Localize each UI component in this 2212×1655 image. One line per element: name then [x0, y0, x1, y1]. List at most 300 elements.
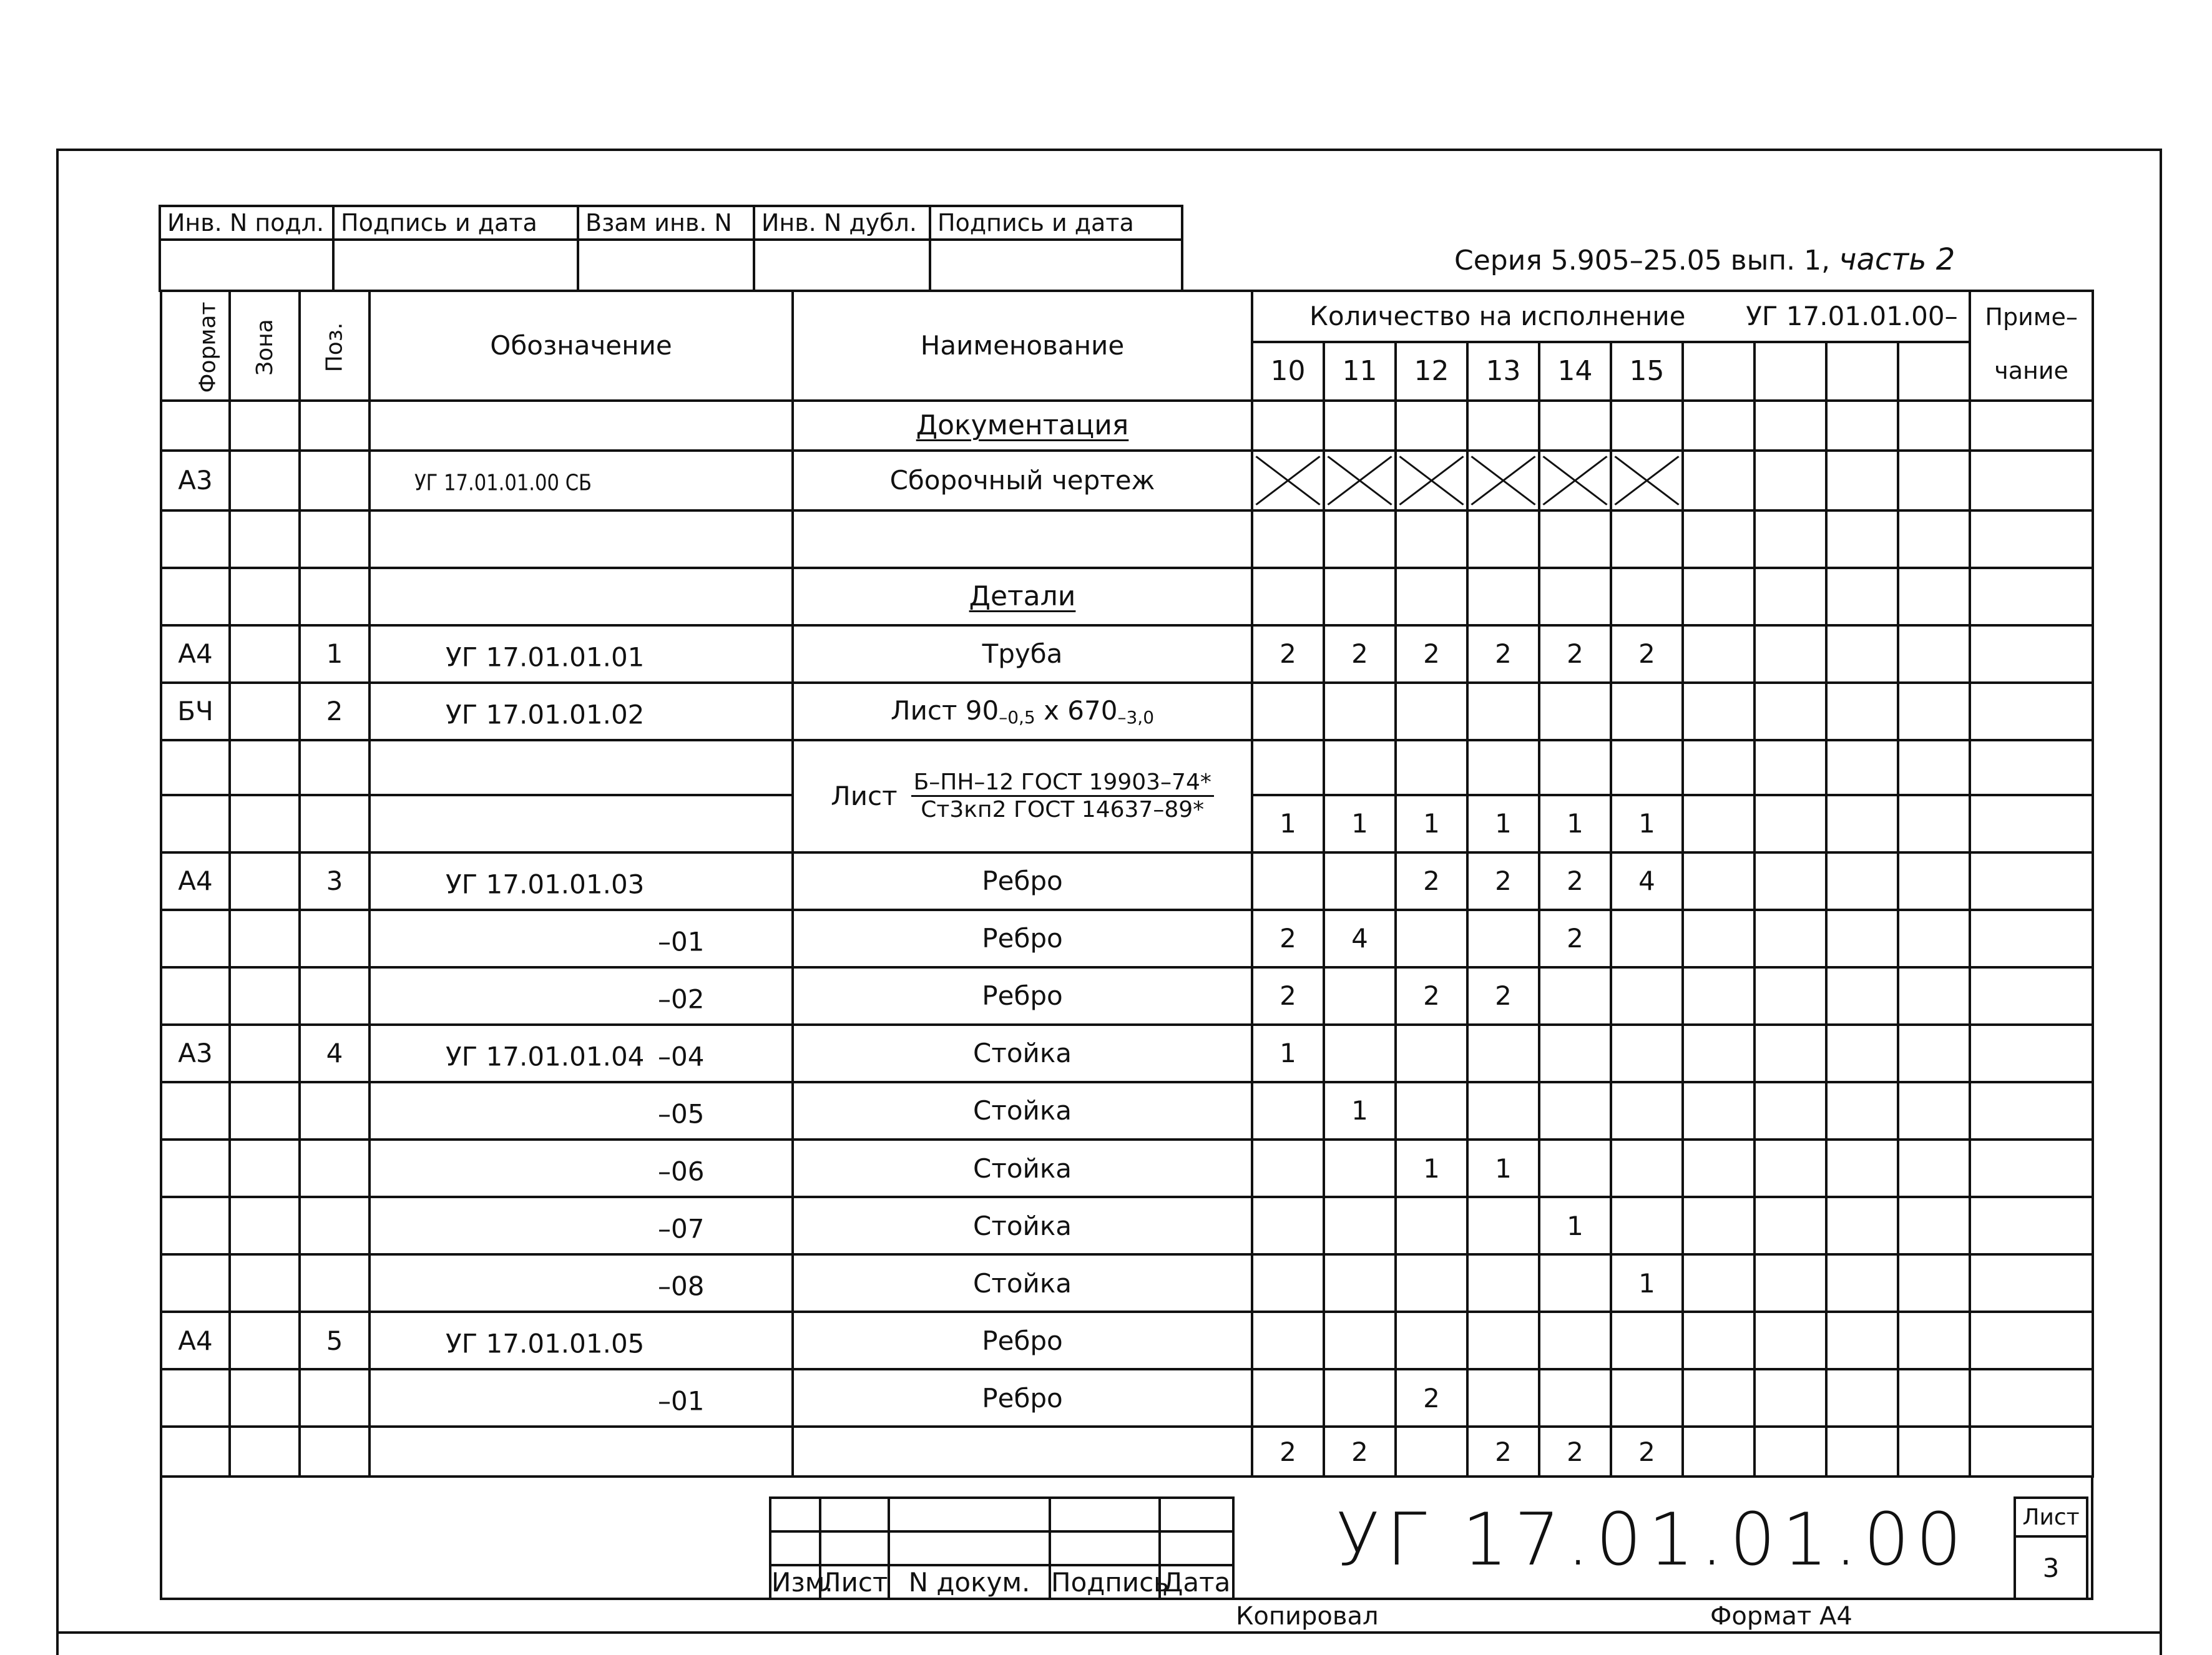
quantity-cell — [1611, 568, 1683, 625]
zone-cell — [230, 401, 300, 451]
variant-header-8 — [1826, 342, 1898, 401]
quantity-cell — [1611, 1140, 1683, 1197]
header-name: Наименование — [793, 291, 1252, 401]
quantity-cell-empty — [1898, 910, 1970, 967]
quantity-cell — [1396, 1312, 1467, 1369]
quantity-cell — [1467, 1369, 1539, 1427]
name-cell — [793, 510, 1252, 568]
format-cell — [161, 1140, 230, 1197]
quantity-cell-empty — [1826, 1082, 1898, 1140]
quantity-cell: 2 — [1396, 1369, 1467, 1427]
quantity-cell-empty — [1754, 1254, 1826, 1312]
sheet-label: Лист — [2015, 1498, 2087, 1536]
variant-header-3: 13 — [1467, 342, 1539, 401]
quantity-cell-empty — [1683, 510, 1754, 568]
sheet-bottom-line — [56, 1631, 2160, 1634]
variant-header-7 — [1754, 342, 1826, 401]
quantity-cell — [1324, 852, 1396, 910]
designation-suffix: –05 — [658, 1098, 705, 1130]
quantity-cell-empty — [1898, 1254, 1970, 1312]
name-cell: Ребро — [793, 967, 1252, 1025]
quantity-cell — [1252, 852, 1324, 910]
format-cell — [161, 795, 230, 852]
quantity-cell — [1252, 510, 1324, 568]
quantity-cell — [1539, 510, 1611, 568]
quantity-cell — [1539, 568, 1611, 625]
designation-cell — [369, 568, 793, 625]
quantity-cell — [1611, 1312, 1683, 1369]
material-fraction — [911, 769, 1214, 823]
quantity-cell — [1467, 740, 1539, 795]
quantity-cell-empty — [1826, 1369, 1898, 1427]
designation-text: УГ 17.01.01.04 — [446, 1041, 645, 1072]
quantity-cell-empty — [1898, 1427, 1970, 1477]
format-cell — [161, 1197, 230, 1254]
note-cell — [1970, 568, 2093, 625]
not-applicable-mark — [1467, 451, 1539, 510]
name-cell: Стойка — [793, 1254, 1252, 1312]
quantity-cell: 1 — [1324, 1082, 1396, 1140]
quantity-cell: 4 — [1611, 852, 1683, 910]
zone-cell — [230, 625, 300, 683]
quantity-cell-empty — [1898, 1312, 1970, 1369]
quantity-cell-empty — [1754, 1140, 1826, 1197]
rev-cell — [889, 1531, 1050, 1565]
name-cell: Стойка — [793, 1025, 1252, 1082]
quantity-cell: 1 — [1539, 795, 1611, 852]
quantity-cell-empty — [1826, 1025, 1898, 1082]
variant-header-2: 12 — [1396, 342, 1467, 401]
pos-cell — [300, 510, 369, 568]
quantity-cell-empty — [1683, 1140, 1754, 1197]
designation-cell — [369, 510, 793, 568]
material-top: Б–ПН–12 ГОСТ 19903–74* — [911, 769, 1214, 797]
quantity-cell-empty — [1826, 510, 1898, 568]
quantity-cell — [1396, 510, 1467, 568]
rev-cell — [820, 1498, 889, 1531]
quantity-cell — [1324, 510, 1396, 568]
name-cell: Документация — [793, 401, 1252, 451]
quantity-cell — [1611, 740, 1683, 795]
quantity-cell: 1 — [1539, 1197, 1611, 1254]
quantity-cell — [1611, 1025, 1683, 1082]
header-note-bottom: чание — [1970, 342, 2093, 401]
dup-inv-label: Инв. N дубл. — [754, 206, 930, 240]
quantity-cell — [1467, 1312, 1539, 1369]
signature-date-label: Подпись и дата — [333, 206, 578, 240]
quantity-cell — [1252, 1140, 1324, 1197]
quantity-cell: 2 — [1252, 910, 1324, 967]
variant-header-4: 14 — [1539, 342, 1611, 401]
quantity-cell: 2 — [1396, 852, 1467, 910]
quantity-cell — [1539, 1254, 1611, 1312]
pos-cell: 4 — [300, 1025, 369, 1082]
quantity-cell — [1539, 1025, 1611, 1082]
quantity-cell-empty — [1898, 740, 1970, 795]
variant-header-9 — [1898, 342, 1970, 401]
quantity-cell-empty — [1898, 401, 1970, 451]
quantity-cell — [1324, 1312, 1396, 1369]
quantity-cell-empty — [1754, 451, 1826, 510]
designation-text: УГ 17.01.01.02 — [446, 699, 645, 730]
pos-cell: 2 — [300, 683, 369, 740]
quantity-cell — [1252, 1197, 1324, 1254]
quantity-cell-empty — [1826, 740, 1898, 795]
format-cell: А4 — [161, 1312, 230, 1369]
zone-cell — [230, 795, 300, 852]
note-cell — [1970, 625, 2093, 683]
top-left-block — [159, 205, 1183, 292]
stamp-label-sheet: Лист — [820, 1565, 889, 1599]
header-quantity-code: УГ 17.01.01.00– — [1746, 301, 1958, 332]
note-cell — [1970, 1254, 2093, 1312]
quantity-cell — [1467, 568, 1539, 625]
stamp-label-date: Дата — [1160, 1565, 1233, 1599]
quantity-cell — [1252, 1254, 1324, 1312]
note-cell — [1970, 1427, 2093, 1477]
zone-cell — [230, 1369, 300, 1427]
pos-cell — [300, 1082, 369, 1140]
quantity-cell — [1396, 1427, 1467, 1477]
quantity-cell-empty — [1826, 568, 1898, 625]
designation-text: УГ 17.01.01.03 — [446, 869, 645, 900]
zone-cell — [230, 683, 300, 740]
designation-cell — [369, 451, 793, 510]
not-applicable-mark — [1324, 451, 1396, 510]
quantity-cell — [1252, 1312, 1324, 1369]
sheet-dim-mid: x 670 — [1035, 695, 1118, 726]
quantity-cell-empty — [1898, 1025, 1970, 1082]
zone-cell — [230, 967, 300, 1025]
note-cell — [1970, 1197, 2093, 1254]
format-cell: А3 — [161, 451, 230, 510]
designation-suffix: –06 — [658, 1156, 705, 1187]
zone-cell — [230, 910, 300, 967]
quantity-cell — [1324, 1369, 1396, 1427]
rev-cell — [1160, 1498, 1233, 1531]
quantity-cell — [1324, 967, 1396, 1025]
table-row — [161, 740, 2093, 795]
designation-cell — [369, 910, 793, 967]
not-applicable-mark — [1252, 451, 1324, 510]
quantity-cell: 2 — [1396, 967, 1467, 1025]
table-row — [161, 852, 2093, 910]
quantity-cell — [1252, 1369, 1324, 1427]
designation-cell — [369, 1254, 793, 1312]
pos-cell — [300, 401, 369, 451]
name-cell: Стойка — [793, 1197, 1252, 1254]
pos-cell — [300, 1369, 369, 1427]
inv-no-field — [160, 240, 333, 291]
quantity-cell-empty — [1898, 795, 1970, 852]
designation-cell — [369, 1140, 793, 1197]
quantity-cell — [1611, 683, 1683, 740]
note-cell — [1970, 967, 2093, 1025]
note-cell — [1970, 1312, 2093, 1369]
quantity-cell-empty — [1683, 910, 1754, 967]
note-cell — [1970, 683, 2093, 740]
pos-cell — [300, 740, 369, 795]
quantity-cell-empty — [1826, 1197, 1898, 1254]
quantity-cell — [1467, 1082, 1539, 1140]
quantity-cell: 2 — [1539, 1427, 1611, 1477]
quantity-cell: 2 — [1539, 852, 1611, 910]
note-cell — [1970, 795, 2093, 852]
table-row — [161, 1025, 2093, 1082]
format-cell — [161, 1369, 230, 1427]
format-label: Формат А4 — [1710, 1602, 1852, 1631]
quantity-cell — [1252, 401, 1324, 451]
quantity-cell — [1539, 1082, 1611, 1140]
quantity-cell: 2 — [1539, 910, 1611, 967]
table-row — [161, 1082, 2093, 1140]
quantity-cell: 2 — [1467, 625, 1539, 683]
replace-inv-field — [578, 240, 754, 291]
designation-cell — [369, 1427, 793, 1477]
name-cell: Детали — [793, 568, 1252, 625]
designation-cell — [369, 683, 793, 740]
quantity-cell-empty — [1683, 740, 1754, 795]
quantity-cell — [1396, 740, 1467, 795]
quantity-cell-empty — [1898, 852, 1970, 910]
quantity-cell-empty — [1826, 1140, 1898, 1197]
quantity-cell-empty — [1683, 625, 1754, 683]
header-designation: Обозначение — [369, 291, 793, 401]
designation-cell — [369, 1025, 793, 1082]
quantity-cell — [1396, 1025, 1467, 1082]
designation-suffix: –08 — [658, 1271, 705, 1302]
quantity-cell-empty — [1754, 1025, 1826, 1082]
quantity-cell: 1 — [1611, 795, 1683, 852]
pos-cell — [300, 795, 369, 852]
quantity-cell — [1467, 910, 1539, 967]
quantity-cell-empty — [1754, 1082, 1826, 1140]
designation-suffix: –02 — [658, 984, 705, 1015]
quantity-cell-empty — [1898, 625, 1970, 683]
not-applicable-mark — [1611, 451, 1683, 510]
stamp-label-signature: Подпись — [1050, 1565, 1160, 1599]
copied-label: Копировал — [1236, 1602, 1379, 1631]
stamp-revision-grid — [769, 1496, 1235, 1600]
quantity-cell — [1467, 1197, 1539, 1254]
designation-cell — [369, 1082, 793, 1140]
zone-cell — [230, 1197, 300, 1254]
quantity-cell: 2 — [1252, 625, 1324, 683]
rev-cell — [770, 1531, 820, 1565]
quantity-cell — [1539, 1369, 1611, 1427]
quantity-cell — [1252, 740, 1324, 795]
designation-cell — [369, 625, 793, 683]
designation-suffix: –04 — [658, 1041, 705, 1072]
quantity-cell-empty — [1826, 401, 1898, 451]
pos-cell — [300, 910, 369, 967]
format-cell — [161, 401, 230, 451]
quantity-cell-empty — [1683, 451, 1754, 510]
quantity-cell-empty — [1754, 1312, 1826, 1369]
quantity-cell: 2 — [1539, 625, 1611, 683]
quantity-cell: 2 — [1611, 1427, 1683, 1477]
quantity-cell-empty — [1754, 510, 1826, 568]
rev-cell — [770, 1498, 820, 1531]
pos-cell — [300, 1140, 369, 1197]
quantity-cell — [1396, 401, 1467, 451]
format-cell: А4 — [161, 625, 230, 683]
name-cell — [793, 1427, 1252, 1477]
table-row — [161, 910, 2093, 967]
rev-cell — [820, 1531, 889, 1565]
table-row — [161, 683, 2093, 740]
quantity-cell-empty — [1754, 568, 1826, 625]
not-applicable-mark — [1396, 451, 1467, 510]
quantity-cell — [1539, 401, 1611, 451]
quantity-cell-empty — [1898, 1140, 1970, 1197]
quantity-cell-empty — [1683, 967, 1754, 1025]
designation-cell — [369, 852, 793, 910]
format-cell — [161, 1082, 230, 1140]
stamp-label-doc: N докум. — [889, 1565, 1050, 1599]
name-cell: Стойка — [793, 1140, 1252, 1197]
quantity-cell — [1611, 1082, 1683, 1140]
name-cell: Сборочный чертеж — [793, 451, 1252, 510]
quantity-cell — [1396, 683, 1467, 740]
quantity-cell-empty — [1754, 625, 1826, 683]
quantity-cell-empty — [1826, 852, 1898, 910]
variant-header-5: 15 — [1611, 342, 1683, 401]
quantity-cell-empty — [1826, 1254, 1898, 1312]
quantity-cell-empty — [1683, 1197, 1754, 1254]
note-cell — [1970, 1140, 2093, 1197]
quantity-cell — [1324, 1025, 1396, 1082]
header-quantity-label: Количество на исполнение — [1309, 301, 1686, 332]
table-row — [161, 510, 2093, 568]
pos-cell — [300, 967, 369, 1025]
pos-cell — [300, 568, 369, 625]
name-cell: Ребро — [793, 1312, 1252, 1369]
quantity-cell-empty — [1754, 683, 1826, 740]
series-text: Серия 5.905–25.05 вып. 1, — [1454, 245, 1831, 276]
format-cell: А3 — [161, 1025, 230, 1082]
sheet-number: 3 — [2015, 1536, 2087, 1599]
quantity-cell — [1467, 1025, 1539, 1082]
quantity-cell: 1 — [1252, 795, 1324, 852]
pos-cell — [300, 1427, 369, 1477]
rev-cell — [1050, 1498, 1160, 1531]
format-cell: БЧ — [161, 683, 230, 740]
header-zone: Зона — [230, 291, 300, 401]
quantity-cell — [1611, 1369, 1683, 1427]
zone-cell — [230, 1140, 300, 1197]
quantity-cell — [1252, 568, 1324, 625]
quantity-cell-empty — [1683, 401, 1754, 451]
sheet-dimensions-cell — [793, 683, 1252, 740]
table-row — [161, 1254, 2093, 1312]
note-cell — [1970, 1082, 2093, 1140]
quantity-cell — [1324, 568, 1396, 625]
quantity-cell — [1396, 1254, 1467, 1312]
note-cell — [1970, 740, 2093, 795]
material-label: Лист — [831, 781, 898, 812]
designation-cell — [369, 1369, 793, 1427]
designation-suffix: –01 — [658, 1385, 705, 1417]
signature-date-label-2: Подпись и дата — [930, 206, 1182, 240]
designation-cell — [369, 1197, 793, 1254]
designation-cell — [369, 401, 793, 451]
quantity-cell: 2 — [1252, 967, 1324, 1025]
dup-inv-field — [754, 240, 930, 291]
table-row — [161, 1427, 2093, 1477]
rev-cell — [889, 1498, 1050, 1531]
format-cell: А4 — [161, 852, 230, 910]
quantity-cell — [1324, 1140, 1396, 1197]
quantity-cell — [1539, 740, 1611, 795]
quantity-cell-empty — [1754, 795, 1826, 852]
quantity-cell — [1467, 401, 1539, 451]
table-row — [161, 625, 2093, 683]
note-cell — [1970, 910, 2093, 967]
material-bottom: Ст3кп2 ГОСТ 14637–89* — [921, 797, 1205, 823]
quantity-cell-empty — [1826, 625, 1898, 683]
quantity-cell-empty — [1683, 1254, 1754, 1312]
quantity-cell — [1539, 967, 1611, 1025]
designation-cell — [369, 1312, 793, 1369]
pos-cell: 5 — [300, 1312, 369, 1369]
quantity-cell-empty — [1683, 568, 1754, 625]
zone-cell — [230, 852, 300, 910]
zone-cell — [230, 510, 300, 568]
sheet-dim-tol-2: –3,0 — [1117, 706, 1155, 728]
header-note-top: Приме– — [1970, 291, 2093, 342]
zone-cell — [230, 568, 300, 625]
sheet-dim-base: Лист 90 — [890, 695, 999, 726]
pos-cell: 3 — [300, 852, 369, 910]
quantity-cell: 1 — [1611, 1254, 1683, 1312]
quantity-cell — [1611, 910, 1683, 967]
quantity-cell-empty — [1898, 510, 1970, 568]
quantity-cell-empty — [1683, 1427, 1754, 1477]
quantity-cell-empty — [1826, 451, 1898, 510]
quantity-cell — [1324, 1197, 1396, 1254]
quantity-cell — [1611, 1197, 1683, 1254]
designation-cell — [369, 795, 793, 852]
format-cell — [161, 740, 230, 795]
series-label — [1454, 242, 1955, 277]
zone-cell — [230, 451, 300, 510]
header-pos: Поз. — [300, 291, 369, 401]
quantity-cell: 2 — [1467, 967, 1539, 1025]
table-row — [161, 401, 2093, 451]
quantity-cell-empty — [1826, 1312, 1898, 1369]
quantity-cell: 1 — [1396, 1140, 1467, 1197]
quantity-cell-empty — [1898, 1197, 1970, 1254]
designation-cell — [369, 740, 793, 795]
zone-cell — [230, 1025, 300, 1082]
quantity-cell-empty — [1754, 401, 1826, 451]
quantity-cell-empty — [1754, 1369, 1826, 1427]
quantity-cell-empty — [1683, 1082, 1754, 1140]
note-cell — [1970, 451, 2093, 510]
stamp-label-change: Изм. — [770, 1565, 820, 1599]
name-cell: Стойка — [793, 1082, 1252, 1140]
quantity-cell-empty — [1754, 1427, 1826, 1477]
quantity-cell-empty — [1898, 967, 1970, 1025]
not-applicable-mark — [1539, 451, 1611, 510]
quantity-cell-empty — [1826, 683, 1898, 740]
note-cell — [1970, 1025, 2093, 1082]
quantity-cell — [1539, 1312, 1611, 1369]
zone-cell — [230, 1082, 300, 1140]
table-row — [161, 1197, 2093, 1254]
format-cell — [161, 510, 230, 568]
